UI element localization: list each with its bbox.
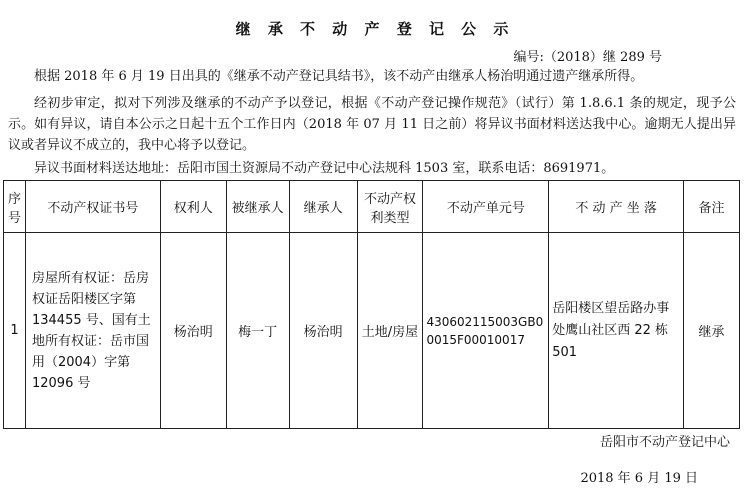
issuing-office: 岳阳市不动产登记中心 — [599, 435, 730, 450]
table-header-row — [4, 181, 740, 233]
cell-cert: 房屋所有权证：岳房权证岳阳楼区字第 134455 号、国有土地所有权证：岳市国用（2004）字第 12096 号 — [25, 233, 160, 429]
header-right-type: 不动产权利类型 — [357, 181, 423, 233]
paragraph-basis: 根据 2018 年 6 月 19 日出具的《继承不动产登记具结书》，该不动产由继承人杨治明通过遗产继承所得。 — [34, 69, 644, 84]
cell-inherited: 梅一丁 — [226, 233, 289, 429]
cell-location: 岳阳楼区望岳路办事处鹰山社区西 22 栋 501 — [549, 233, 684, 429]
table-row — [4, 233, 740, 429]
header-cert: 不动产权证书号 — [25, 181, 160, 233]
document-title: 继 承 不 动 产 登 记 公 示 — [235, 20, 515, 38]
header-owner: 权利人 — [160, 181, 226, 233]
header-heir: 继承人 — [289, 181, 357, 233]
header-inherited: 被继承人 — [226, 181, 289, 233]
header-location: 不 动 产 坐 落 — [549, 181, 684, 233]
cell-unit: 430602115003GB00015F00010017 — [423, 233, 549, 429]
cell-remark: 继承 — [684, 233, 740, 429]
header-remark: 备注 — [684, 181, 740, 233]
cell-seq: 1 — [4, 233, 26, 429]
paragraph-notice: 经初步审定，拟对下列涉及继承的不动产予以登记，根据《不动产登记操作规范》（试行）第 1.8.6.1 条的规定，现予公示。如有异议，请自本公示之日起十五个工作日内（2018 年 07 月 11 日之前）将异议书面材料送达我中心。逾期无人提出异议或者异议不成立的，我中心将予以登记。 — [8, 96, 736, 153]
issue-date: 2018 年 6 月 19 日 — [580, 471, 698, 486]
paragraph-address: 异议书面材料送达地址：岳阳市国土资源局不动产登记中心法规科 1503 室，联系电话：8691971。 — [34, 161, 615, 176]
property-table — [3, 180, 740, 429]
header-seq: 序号 — [4, 181, 26, 233]
cell-right-type: 土地/房屋 — [357, 233, 423, 429]
serial-number: 编号:（2018）继 289 号 — [513, 50, 662, 65]
cell-owner: 杨治明 — [160, 233, 226, 429]
cell-heir: 杨治明 — [289, 233, 357, 429]
header-unit: 不动产单元号 — [423, 181, 549, 233]
